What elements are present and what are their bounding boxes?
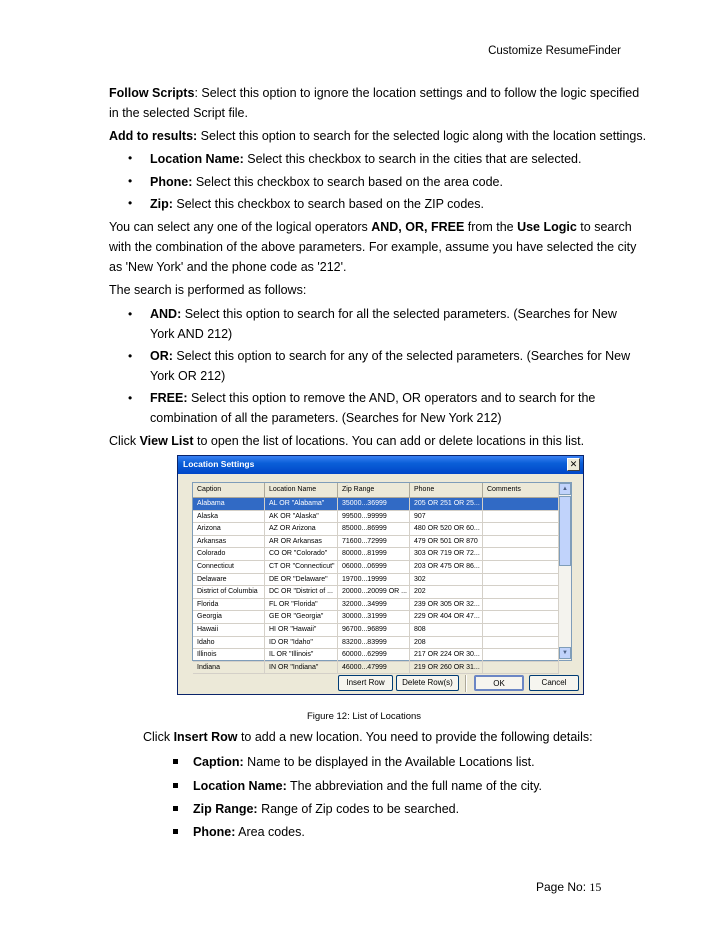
bullet-dot: •: [128, 196, 133, 210]
page-header: Customize ResumeFinder: [488, 45, 621, 57]
bullet-label: Phone:: [150, 175, 193, 189]
detail-text: Range of Zip codes to be searched.: [257, 802, 460, 816]
table-row[interactable]: [193, 624, 559, 637]
table-cell[interactable]: 99500...99999: [338, 511, 410, 523]
scroll-thumb[interactable]: [559, 496, 571, 566]
follow-scripts-para: [109, 83, 640, 123]
table-cell[interactable]: Florida: [193, 599, 265, 611]
table-cell[interactable]: 480 OR 520 OR 60...: [410, 523, 483, 535]
table-cell[interactable]: [483, 662, 559, 674]
square-bullet-icon: [173, 783, 178, 788]
insert-row-button[interactable]: Insert Row: [338, 675, 393, 691]
table-cell[interactable]: IN OR "Indiana": [265, 662, 338, 674]
detail-location-name: [193, 776, 542, 796]
bullet-text: Select this option to remove the AND, OR operators and to search for the: [187, 391, 596, 405]
page-number-label: Page No:: [536, 880, 590, 894]
insert-row-para: [143, 727, 663, 747]
table-cell[interactable]: 205 OR 251 OR 25...: [410, 498, 483, 510]
table-row[interactable]: [193, 586, 559, 599]
vertical-scrollbar[interactable]: [558, 483, 571, 660]
table-cell[interactable]: 302: [410, 574, 483, 586]
table-cell[interactable]: 60000...62999: [338, 649, 410, 661]
page-number-value: 15: [589, 880, 602, 894]
table-cell[interactable]: Arkansas: [193, 536, 265, 548]
table-cell[interactable]: Alabama: [193, 498, 265, 510]
follow-scripts-text2: in the selected Script file.: [109, 106, 248, 120]
search-performed-text: The search is performed as follows:: [109, 283, 307, 297]
table-row[interactable]: [193, 548, 559, 561]
operators-text: from the: [464, 220, 518, 234]
table-cell[interactable]: [483, 561, 559, 573]
table-cell[interactable]: Idaho: [193, 637, 265, 649]
table-cell[interactable]: 85000...86999: [338, 523, 410, 535]
table-cell[interactable]: DC OR "District of ...: [265, 586, 338, 598]
table-cell[interactable]: AL OR "Alabama": [265, 498, 338, 510]
operators-text: to search: [576, 220, 632, 234]
operators-text3: as 'New York' and the phone code as '212'.: [109, 260, 347, 274]
add-results-text: Select this option to search for the selected logic along with the location settings.: [197, 129, 647, 143]
bullet-label: AND:: [150, 307, 182, 321]
insert-row-text: to add a new location. You need to provide the following details:: [237, 730, 593, 744]
bullet-dot: •: [128, 349, 133, 363]
table-cell[interactable]: GE OR "Georgia": [265, 611, 338, 623]
page-number: [536, 880, 601, 895]
bullet-text: Select this checkbox to search based on the ZIP codes.: [172, 197, 484, 211]
bullet-dot: •: [128, 174, 133, 188]
use-logic-label: Use Logic: [517, 220, 577, 234]
detail-label: Phone:: [193, 825, 236, 839]
table-cell[interactable]: District of Columbia: [193, 586, 265, 598]
follow-scripts-text: : Select this option to ignore the location settings and to follow the logic specified: [194, 86, 640, 100]
bullet-text: Select this option to search for all the selected parameters. (Searches for New: [181, 307, 617, 321]
scroll-up-icon[interactable]: ▲: [559, 483, 571, 495]
bullet-text2: combination of all the parameters. (Searches for New York 212): [150, 411, 502, 425]
operators-list: AND, OR, FREE: [371, 220, 465, 234]
view-list-text: Click: [109, 434, 140, 448]
delete-rows-button[interactable]: Delete Row(s): [396, 675, 459, 691]
bullet-location-name: [150, 149, 581, 169]
button-separator: [465, 675, 467, 692]
table-cell[interactable]: 303 OR 719 OR 72...: [410, 548, 483, 560]
bullet-phone: [150, 172, 503, 192]
table-row[interactable]: [193, 523, 559, 536]
bullet-label: OR:: [150, 349, 173, 363]
table-row[interactable]: [193, 574, 559, 587]
cancel-button[interactable]: Cancel: [529, 675, 579, 691]
detail-label: Location Name:: [193, 779, 287, 793]
table-cell[interactable]: FL OR "Florida": [265, 599, 338, 611]
operators-text: You can select any one of the logical operators: [109, 220, 372, 234]
bullet-and: [150, 304, 617, 344]
bullet-text2: York OR 212): [150, 369, 226, 383]
table-cell[interactable]: Alaska: [193, 511, 265, 523]
ok-button[interactable]: OK: [474, 675, 524, 691]
table-cell[interactable]: 217 OR 224 OR 30...: [410, 649, 483, 661]
table-cell[interactable]: 208: [410, 637, 483, 649]
table-cell[interactable]: 479 OR 501 OR 870: [410, 536, 483, 548]
table-cell[interactable]: [483, 498, 559, 510]
table-cell[interactable]: 35000...36999: [338, 498, 410, 510]
table-cell[interactable]: CO OR "Colorado": [265, 548, 338, 560]
detail-caption: [193, 752, 535, 772]
bullet-label: FREE:: [150, 391, 188, 405]
table-cell[interactable]: 19700...19999: [338, 574, 410, 586]
column-header-comments[interactable]: Comments: [483, 483, 559, 497]
locations-grid[interactable]: [192, 482, 572, 671]
column-header-zip-range[interactable]: Zip Range: [338, 483, 410, 497]
table-cell[interactable]: HI OR "Hawaii": [265, 624, 338, 636]
table-row[interactable]: [193, 662, 559, 675]
bullet-text: Select this checkbox to search in the cities that are selected.: [243, 152, 582, 166]
table-cell[interactable]: 808: [410, 624, 483, 636]
detail-label: Caption:: [193, 755, 244, 769]
detail-text: Area codes.: [235, 825, 305, 839]
detail-text: Name to be displayed in the Available Locations list.: [243, 755, 535, 769]
bullet-dot: •: [128, 307, 133, 321]
table-cell[interactable]: AR OR Arkansas: [265, 536, 338, 548]
table-cell[interactable]: [483, 536, 559, 548]
bullet-label: Location Name:: [150, 152, 244, 166]
bullet-text2: York AND 212): [150, 327, 233, 341]
grid-header: [193, 483, 559, 498]
table-cell[interactable]: [483, 586, 559, 598]
table-row[interactable]: [193, 649, 559, 662]
dialog-title: Location Settings: [183, 459, 255, 469]
table-cell[interactable]: ID OR "Idaho": [265, 637, 338, 649]
scroll-down-icon[interactable]: ▼: [559, 647, 571, 659]
table-cell[interactable]: 71600...72999: [338, 536, 410, 548]
table-cell[interactable]: Arizona: [193, 523, 265, 535]
table-cell[interactable]: 20000...20099 OR ...: [338, 586, 410, 598]
bullet-zip: [150, 194, 484, 214]
grid-rows: [193, 498, 559, 674]
table-cell[interactable]: [483, 611, 559, 623]
table-cell[interactable]: [483, 599, 559, 611]
bullet-free: [150, 388, 595, 428]
column-header-location-name[interactable]: Location Name: [265, 483, 338, 497]
bullet-label: Zip:: [150, 197, 173, 211]
bullet-or: [150, 346, 630, 386]
table-row[interactable]: [193, 561, 559, 574]
table-cell[interactable]: 32000...34999: [338, 599, 410, 611]
table-cell[interactable]: Delaware: [193, 574, 265, 586]
table-row[interactable]: [193, 536, 559, 549]
square-bullet-icon: [173, 759, 178, 764]
view-list-para: [109, 431, 629, 451]
table-cell[interactable]: Georgia: [193, 611, 265, 623]
square-bullet-icon: [173, 829, 178, 834]
detail-zip-range: [193, 799, 459, 819]
table-cell[interactable]: CT OR "Connecticut": [265, 561, 338, 573]
table-cell[interactable]: Indiana: [193, 662, 265, 674]
table-cell[interactable]: AZ OR Arizona: [265, 523, 338, 535]
detail-text: The abbreviation and the full name of the city.: [286, 779, 543, 793]
detail-phone: [193, 822, 305, 842]
bullet-dot: •: [128, 391, 133, 405]
view-list-label: View List: [139, 434, 194, 448]
table-row[interactable]: [193, 599, 559, 612]
table-row[interactable]: [193, 637, 559, 650]
bullet-text: Select this option to search for any of the selected parameters. (Searches for New: [172, 349, 631, 363]
table-cell[interactable]: 06000...06999: [338, 561, 410, 573]
table-row[interactable]: [193, 511, 559, 524]
table-cell[interactable]: 203 OR 475 OR 86...: [410, 561, 483, 573]
table-cell[interactable]: 80000...81999: [338, 548, 410, 560]
bullet-dot: •: [128, 151, 133, 165]
square-bullet-icon: [173, 806, 178, 811]
table-cell[interactable]: 83200...83999: [338, 637, 410, 649]
table-cell[interactable]: Colorado: [193, 548, 265, 560]
table-row[interactable]: [193, 611, 559, 624]
table-row[interactable]: [193, 498, 559, 511]
dialog-titlebar[interactable]: [178, 456, 583, 474]
table-cell[interactable]: [483, 649, 559, 661]
add-results-para: [109, 126, 647, 146]
table-cell[interactable]: Connecticut: [193, 561, 265, 573]
table-cell[interactable]: [483, 523, 559, 535]
figure-caption: Figure 12: List of Locations: [306, 711, 422, 722]
location-settings-dialog: [177, 455, 584, 695]
table-cell[interactable]: Hawaii: [193, 624, 265, 636]
follow-scripts-label: Follow Scripts: [109, 86, 195, 100]
table-cell[interactable]: 907: [410, 511, 483, 523]
table-cell[interactable]: 30000...31999: [338, 611, 410, 623]
add-results-label: Add to results:: [109, 129, 198, 143]
operators-para: [109, 217, 637, 277]
table-cell[interactable]: [483, 574, 559, 586]
insert-row-text: Click: [143, 730, 174, 744]
detail-label: Zip Range:: [193, 802, 258, 816]
table-cell[interactable]: [483, 624, 559, 636]
table-cell[interactable]: 96700...96899: [338, 624, 410, 636]
table-cell[interactable]: [483, 511, 559, 523]
table-cell[interactable]: AK OR "Alaska": [265, 511, 338, 523]
table-cell[interactable]: Illinois: [193, 649, 265, 661]
table-cell[interactable]: IL OR "Illinois": [265, 649, 338, 661]
table-cell[interactable]: 202: [410, 586, 483, 598]
insert-row-label: Insert Row: [173, 730, 238, 744]
table-cell[interactable]: [483, 548, 559, 560]
table-cell[interactable]: 239 OR 305 OR 32...: [410, 599, 483, 611]
table-cell[interactable]: 46000...47999: [338, 662, 410, 674]
view-list-text: to open the list of locations. You can add or delete locations in this list.: [193, 434, 585, 448]
close-icon[interactable]: ✕: [567, 458, 580, 471]
table-cell[interactable]: 229 OR 404 OR 47...: [410, 611, 483, 623]
operators-text2: with the combination of the above parameters. For example, assume you have selected the city: [109, 240, 637, 254]
table-cell[interactable]: 219 OR 260 OR 31...: [410, 662, 483, 674]
bullet-text: Select this checkbox to search based on the area code.: [192, 175, 503, 189]
table-cell[interactable]: [483, 637, 559, 649]
column-header-phone[interactable]: Phone: [410, 483, 483, 497]
column-header-caption[interactable]: Caption: [193, 483, 265, 497]
table-cell[interactable]: DE OR "Delaware": [265, 574, 338, 586]
